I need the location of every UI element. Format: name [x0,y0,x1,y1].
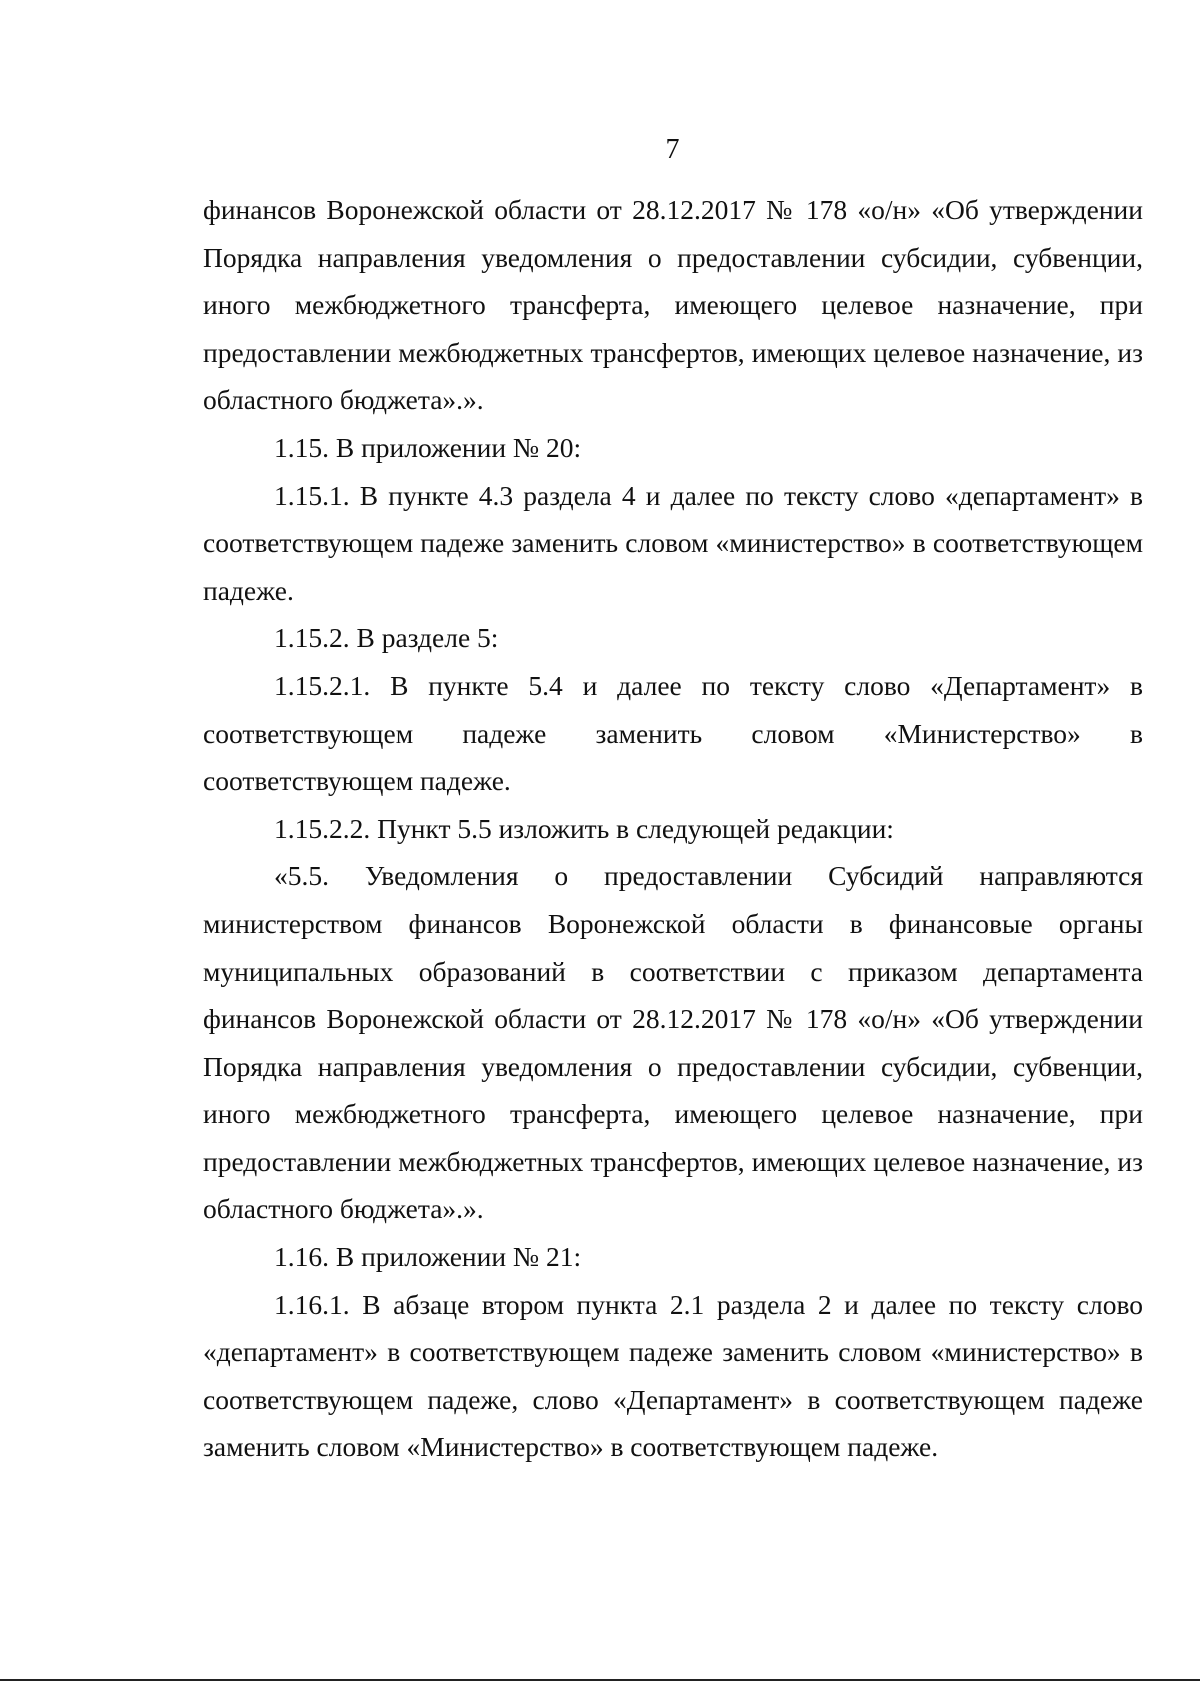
paragraph-1-15-2-1: 1.15.2.1. В пункте 5.4 и далее по тексту слово «Департамент» в соответствующем падеже заменить словом «Министерство» в соответствующем падеже. [203,669,1143,797]
paragraph-1-16-1: 1.16.1. В абзаце втором пункта 2.1 раздела 2 и далее по тексту слово «департамент» в соответствующем падеже заменить словом «министерство» в соответствующем падеже, слово «Департамент» в соответствующем падеже заменить словом «Министерство» в соответствующем падеже. [203,1288,1143,1463]
page-number: 7 [665,134,680,165]
paragraph-continuation: финансов Воронежской области от 28.12.2017 № 178 «о/н» «Об утверждении Порядка направления уведомления о предоставлении субсидии, субвенции, иного межбюджетного трансферта, имеющего целевое назначение, при предоставлении межбюджетных трансфертов, имеющих целевое назначение, из областного бюджета».». [203,194,1143,416]
document-body [203,186,1143,1471]
bottom-edge-line [0,1679,1200,1681]
paragraph-1-15-2: 1.15.2. В разделе 5: [274,622,499,654]
paragraph-1-16: 1.16. В приложении № 21: [274,1241,582,1273]
paragraph-1-15: 1.15. В приложении № 20: [274,431,582,463]
paragraph-1-15-1: 1.15.1. В пункте 4.3 раздела 4 и далее по тексту слово «департамент» в соответствующем падеже заменить словом «министерство» в соответствующем падеже. [203,479,1143,606]
paragraph-5-5-quote: «5.5. Уведомления о предоставлении Субсидий направляются министерством финансов Воронежской области в финансовые органы муниципальных образований в соответствии с приказом департамента финансов Воронежской области от 28.12.2017 № 178 «о/н» «Об утверждении Порядка направления уведомления о предоставлении субсидии, субвенции, иного межбюджетного трансферта, имеющего целевое назначение, при предоставлении межбюджетных трансфертов, имеющих целевое назначение, из областного бюджета».». [203,860,1143,1225]
paragraph-1-15-2-2: 1.15.2.2. Пункт 5.5 изложить в следующей редакции: [274,812,894,844]
